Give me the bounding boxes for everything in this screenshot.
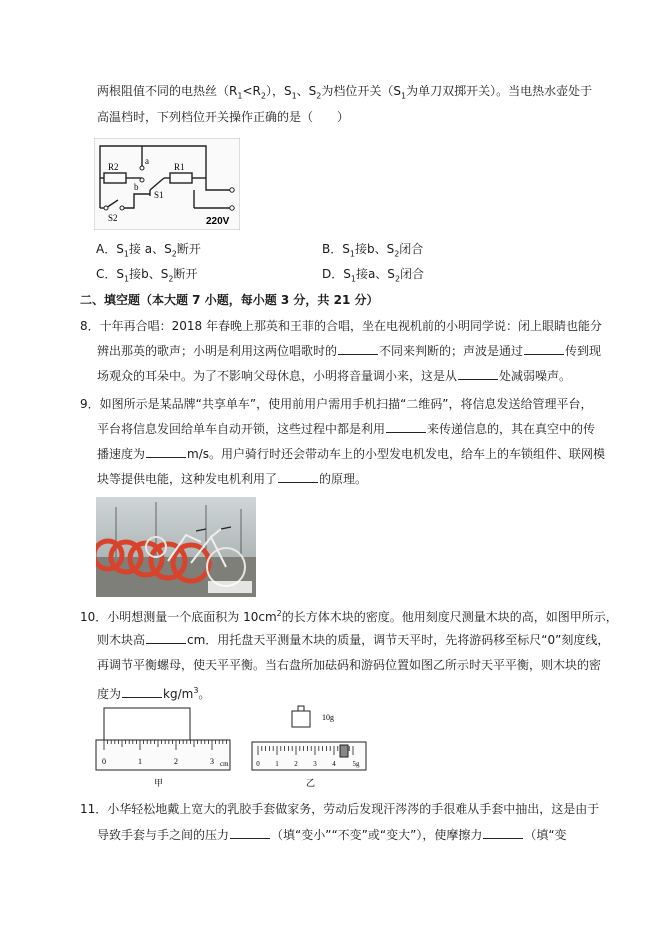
- section-title: 二、填空题（本大题 7 小题，每小题 3 分，共 21 分）: [80, 293, 379, 307]
- circuit-diagram: [94, 138, 240, 230]
- blank-8-2[interactable]: [524, 342, 564, 355]
- label-220v: 220V: [206, 216, 230, 227]
- option-a: A．$S_1$接 a、$S_2$断开: [96, 242, 201, 259]
- caption-jia: 甲: [154, 778, 164, 788]
- label-s2: S2: [108, 213, 118, 223]
- q11-line2: 导致手套与手之间的压力 （填“变小”“不变”或“变大”），使摩擦力 （填“变: [97, 828, 567, 842]
- q7-line1: 两根阻值不同的电热丝$(R_1<R_2)$，$S_1$、$S_2$为档位开关（$S_1$为单刀双掷开关）。当电热水壶处于: [97, 84, 593, 101]
- blank-10-2[interactable]: [122, 685, 162, 698]
- q9-line4: 块等提供电能，这种发电机利用了 的原理。: [97, 472, 368, 486]
- ruler-tick-3: 3: [210, 757, 214, 766]
- q10-line4: 度为 $kg/m^3$。: [97, 686, 211, 701]
- ruler-tick-2: 2: [174, 757, 178, 766]
- q11-line1: 11．小华轻松地戴上宽大的乳胶手套做家务，劳动后发现汗涔涔的手很难从手套中抽出，这是由于: [80, 802, 600, 816]
- scale-rider: [340, 745, 348, 757]
- q10-line2: 则木块高 cm．用托盘天平测量木块的质量，调节天平时，先将游码移至标尺“0”刻度线，: [97, 633, 610, 647]
- blank-8-3[interactable]: [458, 367, 498, 380]
- shared-bikes-photo: [96, 497, 256, 597]
- scale-tick-1: 1: [275, 760, 279, 768]
- q9-line2: 平台将信息发回给单车自动开锁，这些过程中都是利用 来传递信息的，其在真空中的传: [97, 422, 596, 436]
- label-r1: R1: [174, 162, 185, 172]
- q8-line2: 辨出那英的歌声；小明是利用这两位唱歌时的 不同来判断的；声波是通过 传到现: [97, 344, 602, 358]
- blank-11-2[interactable]: [483, 826, 523, 839]
- scale-tick-4: 4: [332, 760, 336, 768]
- ruler-tick-1: 1: [138, 757, 142, 766]
- q9-line3: 播速度为 m/s。用户骑行时还会带动车上的小型发电机发电，给车上的车锁组件、联网模: [97, 447, 606, 461]
- wood-block: [104, 708, 190, 740]
- label-a: a: [145, 156, 149, 166]
- q10-line3: 再调节平衡螺母，使天平平衡。当右盘所加砝码和游码位置如图乙所示时天平平衡，则木块的密: [97, 658, 602, 672]
- blank-9-1[interactable]: [386, 420, 426, 433]
- scale-tick-2: 2: [294, 760, 298, 768]
- ruler-and-scale-figure: [94, 704, 372, 792]
- blank-11-1[interactable]: [230, 826, 270, 839]
- scale-tick-5: 5g: [352, 760, 360, 768]
- scale-tick-0: 0: [256, 760, 260, 768]
- label-s1: S1: [154, 190, 164, 200]
- weight-body: [292, 711, 310, 727]
- q8-line3: 场观众的耳朵中。为了不影响父母休息，小明将音量调小来，这是从 处减弱噪声。: [97, 369, 572, 383]
- q7-line2: 高温档时，下列档位开关操作正确的是（ ）: [97, 110, 350, 124]
- q8-line1: 8．十年再合唱：2018 年春晚上那英和王菲的合唱，坐在电视机前的小明同学说：闭上眼睛也能分: [80, 319, 602, 333]
- weight-label: 10g: [322, 713, 334, 722]
- ruler-unit: cm: [220, 760, 229, 768]
- weight-knob: [298, 706, 304, 711]
- scale-tick-3: 3: [313, 760, 317, 768]
- caption-yi: 乙: [306, 778, 316, 788]
- q9-line1: 9．如图所示是某品牌“共享单车”，使用前用户需用手机扫描“二维码”，将信息发送给管理平台，: [80, 397, 593, 411]
- q10-line1: 10．小明想测量一个底面积为 $10cm^2$的长方体木块的密度。他用刻度尺测量木块的高，如图甲所示，: [80, 609, 618, 624]
- blank-9-3[interactable]: [278, 470, 318, 483]
- blank-8-1[interactable]: [338, 342, 378, 355]
- option-d: D．$S_1$接a、$S_2$闭合: [322, 267, 425, 284]
- blank-9-2[interactable]: [146, 445, 186, 458]
- option-c: C．$S_1$接b、$S_2$断开: [96, 267, 198, 284]
- ruler-tick-0: 0: [102, 757, 106, 766]
- option-b: B．$S_1$接b、$S_2$闭合: [322, 242, 424, 259]
- label-b: b: [134, 182, 139, 192]
- label-r2: R2: [108, 162, 119, 172]
- blank-10-1[interactable]: [146, 631, 186, 644]
